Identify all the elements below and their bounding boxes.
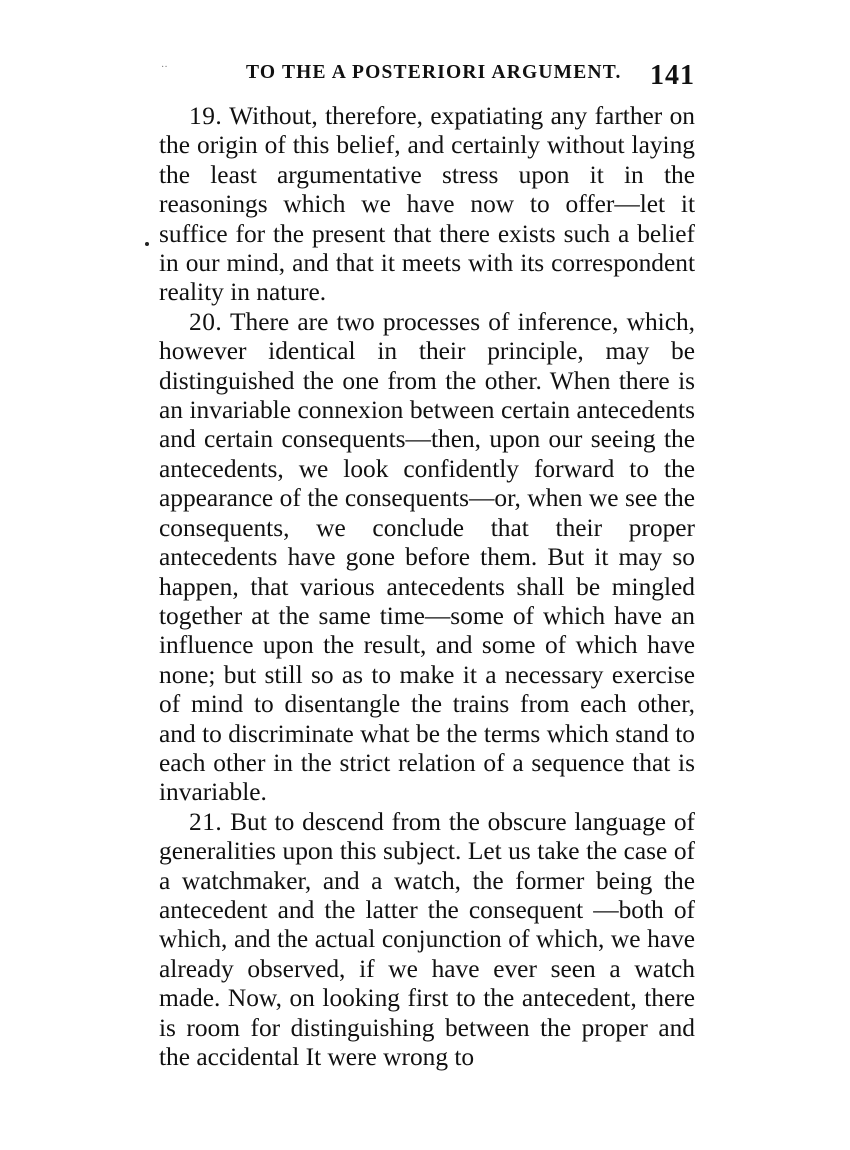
paragraph-19 (159, 102, 695, 308)
page-number: 141 (650, 60, 695, 91)
scan-speck-mark: ·· (161, 62, 168, 73)
paragraph-number: 21. (189, 807, 223, 836)
paragraph-text: There are two processes of inference, which, however identical in their principle, may be distinguished the one from the other. When there is an invariable connexion between certain antecedents and certain consequents—then, upon our seeing the antecedents, we look confidently forward to the appearance of the consequents—or, when we see the consequents, we conclude that their proper antecedents have gone before them. But it may so happen, that various antecedents shall be mingled together at the same time—some of which have an influence upon the result, and some of which have none; but still so as to make it a necessary exercise of mind to disentangle the trains from each other, and to discriminate what be the terms which stand to each other in the strict relation of a sequence that is invariable. (159, 307, 696, 807)
paragraph-21 (159, 808, 695, 1073)
margin-speck (145, 242, 149, 246)
running-header (160, 60, 695, 92)
paragraph-number: 19. (189, 102, 223, 130)
running-title: TO THE A POSTERIORI ARGUMENT. (246, 62, 622, 83)
paragraph-number: 20. (189, 307, 223, 336)
paragraph-text: But to descend from the obscure language of generalities upon this subject. Let us take the case of a watchmaker, and a watch, the former being the antecedent and the latter the consequent —both of which, and the actual conjunction of which, we have already observed, if we have ever seen a watch made. Now, on looking first to the antecedent, there is room for distinguishing between the proper and the accidental It were wrong to (159, 807, 695, 1071)
body-text (159, 102, 695, 1072)
paragraph-text: Without, therefore, expatiating any farther on the origin of this belief, and certainly without laying the least argumentative stress upon it in the reasonings which we have now to offer—let it suffice for the present that there exists such a belief in our mind, and that it meets with its correspondent reality in nature. (159, 102, 695, 307)
paragraph-20 (159, 308, 695, 808)
